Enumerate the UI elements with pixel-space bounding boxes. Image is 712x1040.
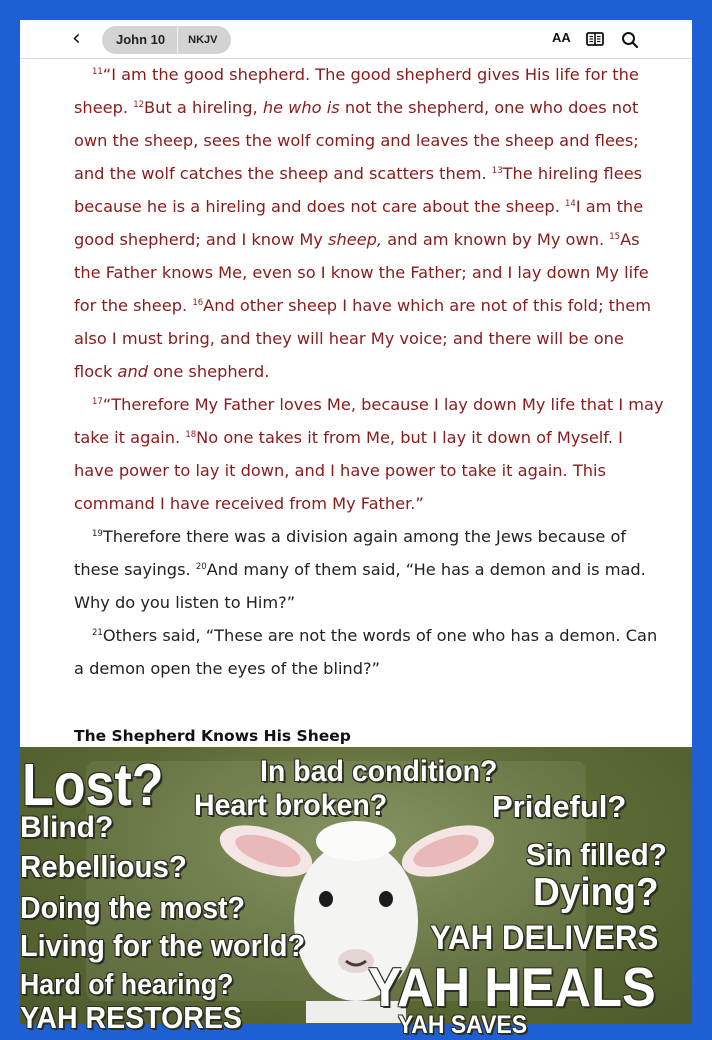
- verse-text: And many of them said, “He has a demon and is mad. Why do you listen to Him?”: [74, 560, 646, 612]
- reader-toolbar: [20, 20, 692, 59]
- verse-number: 17: [92, 397, 103, 407]
- verse-text: As the Father knows Me, even so I know the Father; and I lay down My life for the sheep.: [74, 230, 649, 315]
- verse-number: 11: [92, 67, 103, 77]
- verse-text: “Therefore My Father loves Me, because I lay down My life that I may take it again.: [74, 395, 664, 447]
- verse-text: one shepherd.: [153, 362, 270, 381]
- meme-text-heart-broken: Heart broken?: [194, 789, 388, 822]
- verse-number: 12: [133, 100, 145, 110]
- meme-text-yah-saves: YAH SAVES: [398, 1011, 528, 1039]
- verse-number: 21: [92, 628, 103, 638]
- paragraph-v11: [74, 58, 664, 388]
- verse-text: not the shepherd, one who does not own the sheep, sees the wolf coming and leaves the sheep and flees; and the wolf catches the sheep and scatters them.: [74, 98, 639, 183]
- meme-text-hard-of-hearing: Hard of hearing?: [20, 969, 234, 1001]
- text-size-button[interactable]: AA: [552, 30, 571, 45]
- paragraph-v19: [74, 520, 664, 619]
- chapter-selector[interactable]: [102, 26, 231, 54]
- verse-text: Others said, “These are not the words of one who has a demon. Can a demon open the eyes of the blind?”: [74, 626, 658, 678]
- meme-text-prideful: Prideful?: [492, 789, 627, 824]
- meme-text-rebellious: Rebellious?: [20, 849, 187, 884]
- verse-text: “I am the good shepherd. The good shepherd gives His life for the sheep.: [74, 65, 639, 117]
- meme-text-dying: Dying?: [533, 871, 659, 914]
- italic-text: he who is: [262, 98, 340, 117]
- book-chapter-button[interactable]: John 10: [102, 26, 178, 54]
- paragraph-v21: [74, 619, 664, 685]
- verse-text: No one takes it from Me, but I lay it down of Myself. I have power to lay it down, and I have power to take it again. This command I have received from My Father.”: [74, 428, 623, 513]
- meme-text-blind: Blind?: [20, 811, 114, 844]
- paragraph-v17: [74, 388, 664, 520]
- search-icon[interactable]: [621, 31, 639, 53]
- section-heading: The Shepherd Knows His Sheep: [74, 727, 351, 745]
- verse-number: 20: [195, 562, 207, 572]
- italic-text: sheep,: [328, 230, 383, 249]
- verse-number: 13: [491, 166, 503, 176]
- verse-text: But a hireling,: [144, 98, 258, 117]
- scripture-text: [74, 58, 664, 685]
- verse-number: 19: [92, 529, 103, 539]
- verse-number: 14: [565, 199, 576, 209]
- reader-frame: [20, 20, 692, 1039]
- meme-text-bad-condition: In bad condition?: [260, 755, 498, 788]
- meme-overlay: [20, 747, 692, 1039]
- meme-text-living-for-world: Living for the world?: [20, 928, 306, 963]
- verse-text: The hireling flees because he is a hireling and does not care about the sheep.: [74, 164, 643, 216]
- italic-text: and: [117, 362, 148, 381]
- verse-text: I am the good shepherd; and I know My: [74, 197, 644, 249]
- verse-text: And other sheep I have which are not of this fold; them also I must bring, and they will hear My voice; and there will be one flock: [74, 296, 651, 381]
- verse-number: 16: [192, 298, 204, 308]
- version-button[interactable]: NKJV: [188, 34, 218, 46]
- book-icon[interactable]: [586, 32, 604, 50]
- chevron-left-icon[interactable]: ‹: [72, 26, 81, 51]
- meme-text-yah-delivers: YAH DELIVERS: [430, 919, 659, 957]
- verse-number: 18: [185, 430, 197, 440]
- meme-text-yah-heals: YAH HEALS: [368, 956, 656, 1018]
- meme-text-doing-the-most: Doing the most?: [20, 890, 245, 925]
- verse-text: and am known by My own.: [387, 230, 605, 249]
- meme-text-yah-restores: YAH RESTORES: [20, 1000, 242, 1035]
- meme-text-lost: Lost?: [22, 752, 164, 819]
- verse-text: Therefore there was a division again among the Jews because of these sayings.: [74, 527, 627, 579]
- verse-number: 15: [609, 232, 621, 242]
- meme-text-sin-filled: Sin filled?: [526, 837, 667, 872]
